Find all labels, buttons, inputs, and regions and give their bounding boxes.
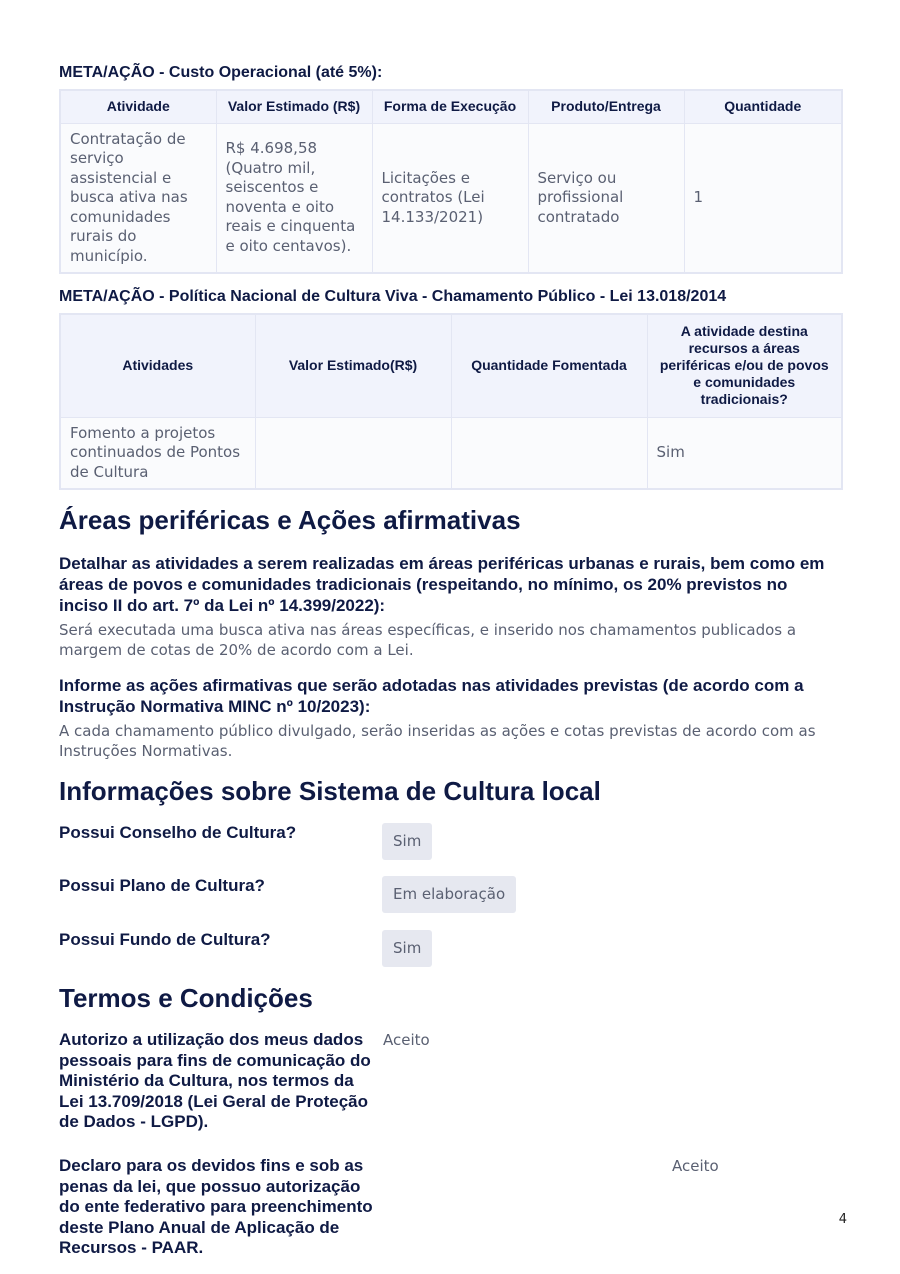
cell-quantidade-fomentada	[451, 417, 647, 489]
areas-heading: Áreas periféricas e Ações afirmativas	[59, 505, 521, 535]
table-row	[60, 123, 842, 273]
areas-answer-1: Será executada uma busca ativa nas áreas específicas, e inserido nos chamamentos publicados a margem de cotas de 20% de acordo com a Lei.	[59, 621, 797, 659]
cell-atividade: Contratação de serviço assistencial e busca ativa nas comunidades rurais do município.	[60, 123, 216, 273]
conselho-label: Possui Conselho de Cultura?	[59, 823, 297, 842]
areas-question-2: Informe as ações afirmativas que serão adotadas nas atividades previstas (de acordo com a Instrução Normativa MINC nº 10/2023):	[59, 676, 804, 716]
page-number: 4	[838, 1212, 847, 1227]
cell-valor-estimado	[255, 417, 451, 489]
column-header: Produto/Entrega	[528, 90, 684, 123]
termo-lgpd-value: Aceito	[383, 1031, 430, 1049]
column-header: Quantidade Fomentada	[451, 314, 647, 417]
termo-lgpd-label: Autorizo a utilização dos meus dados pessoais para fins de comunicação do Ministério da Cultura, nos termos da Lei 13.709/2018 (Lei Geral de Proteção de Dados - LGPD).	[59, 1030, 371, 1132]
cell-quantidade: 1	[684, 123, 842, 273]
fundo-value: Sim	[382, 930, 432, 967]
column-header: Valor Estimado(R$)	[255, 314, 451, 417]
sistema-heading: Informações sobre Sistema de Cultura local	[59, 776, 601, 806]
plano-label: Possui Plano de Cultura?	[59, 876, 265, 895]
conselho-value: Sim	[382, 823, 432, 860]
meta-custo-title: META/AÇÃO - Custo Operacional (até 5%):	[59, 64, 383, 81]
plano-value: Em elaboração	[382, 876, 516, 913]
cell-forma: Licitações e contratos (Lei 14.133/2021)	[372, 123, 528, 273]
cultura-viva-table	[59, 313, 843, 490]
termos-heading: Termos e Condições	[59, 983, 313, 1013]
cell-destina-recursos: Sim	[647, 417, 842, 489]
column-header: Valor Estimado (R$)	[216, 90, 372, 123]
cell-atividades: Fomento a projetos continuados de Pontos de Cultura	[60, 417, 255, 489]
termo-autorizacao-value: Aceito	[672, 1157, 719, 1175]
fundo-label: Possui Fundo de Cultura?	[59, 930, 271, 949]
custo-operacional-table	[59, 89, 843, 274]
areas-question-1: Detalhar as atividades a serem realizadas em áreas periféricas urbanas e rurais, bem como em áreas de povos e comunidades tradicionais (respeitando, no mínimo, os 20% previstos no inciso II do art. 7º da Lei nº 14.399/2022):	[59, 554, 825, 615]
column-header: Atividades	[60, 314, 255, 417]
cell-valor: R$ 4.698,58 (Quatro mil, seiscentos e noventa e oito reais e cinquenta e oito centavos).	[216, 123, 372, 273]
column-header: Forma de Execução	[372, 90, 528, 123]
meta-cultura-viva-title: META/AÇÃO - Política Nacional de Cultura Viva - Chamamento Público - Lei 13.018/2014	[59, 288, 727, 305]
column-header: Atividade	[60, 90, 216, 123]
cell-produto: Serviço ou profissional contratado	[528, 123, 684, 273]
areas-answer-2: A cada chamamento público divulgado, serão inseridas as ações e cotas previstas de acordo com as Instruções Normativas.	[59, 722, 816, 760]
termo-autorizacao-label: Declaro para os devidos fins e sob as penas da lei, que possuo autorização do ente federativo para preenchimento deste Plano Anual de Aplicação de Recursos - PAAR.	[59, 1156, 373, 1258]
table-row	[60, 417, 842, 489]
column-header: Quantidade	[684, 90, 842, 123]
column-header: A atividade destina recursos a áreas periféricas e/ou de povos e comunidades tradicionais?	[647, 314, 842, 417]
